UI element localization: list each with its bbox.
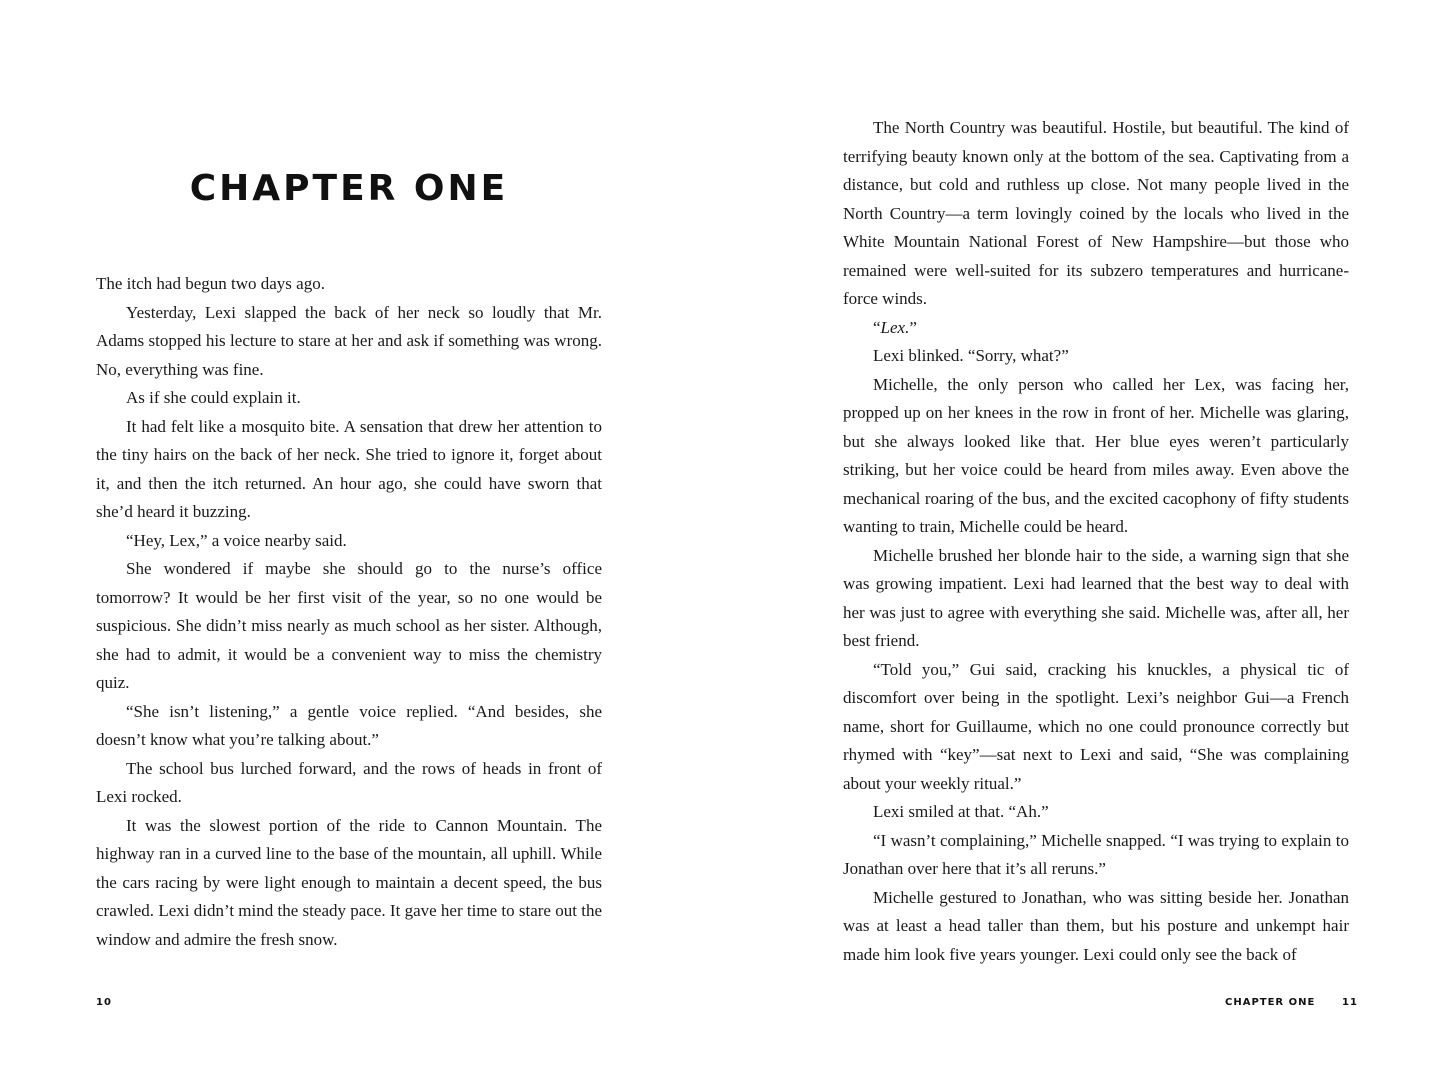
paragraph: “Told you,” Gui said, cracking his knuckles, a physical tic of discomfort over being in the spotlight. Lexi’s neighbor Gui—a French name, short for Guillaume, which no one could pronounce correctly but rhymed with “key”—sat next to Lexi and said, “She was complaining about your weekly ritual.” (843, 659, 1349, 793)
paragraph: The school bus lurched forward, and the rows of heads in front of Lexi rocked. (96, 758, 602, 806)
left-page (0, 0, 722, 1084)
paragraph: Michelle, the only person who called her Lex, was facing her, propped up on her knees in the row in front of her. Michelle was glaring, but she always looked like that. Her blue eyes weren’t particularly striking, but her voice could be heard from miles away. Even above the mechanical roaring of the bus, and the excited cacophony of fifty students wanting to train, Michelle could be heard. (843, 374, 1349, 536)
right-page (722, 0, 1445, 1084)
chapter-title: CHAPTER ONE (189, 168, 509, 209)
paragraph: Yesterday, Lexi slapped the back of her neck so loudly that Mr. Adams stopped his lecture to stare at her and ask if something was wrong. No, everything was fine. (96, 302, 602, 379)
paragraph: The North Country was beautiful. Hostile, but beautiful. The kind of terrifying beauty known only at the bottom of the sea. Captivating from a distance, but cold and ruthless up close. Not many people lived in the North Country—a term lovingly coined by the locals who lived in the White Mountain National Forest of New Hampshire—but those who remained were well-suited for its subzero temperatures and hurricane-force winds. (843, 118, 1349, 308)
page-number-left: 10 (96, 997, 112, 1008)
paragraph: It had felt like a mosquito bite. A sensation that drew her attention to the tiny hairs on the back of her neck. She tried to ignore it, forget about it, and then the itch returned. An hour ago, she could have sworn that she’d heard it buzzing. (96, 416, 602, 521)
paragraph: “I wasn’t complaining,” Michelle snapped. “I was trying to explain to Jonathan over here that it’s all reruns.” (843, 830, 1349, 878)
right-page-body (843, 114, 1349, 969)
left-page-body (96, 270, 602, 954)
paragraph: Michelle brushed her blonde hair to the side, a warning sign that she was growing impatient. Lexi had learned that the best way to deal with her was just to agree with everything she said. Michelle was, after all, her best friend. (843, 545, 1349, 650)
paragraph: The itch had begun two days ago. (96, 274, 325, 293)
paragraph: She wondered if maybe she should go to the nurse’s office tomorrow? It would be her first visit of the year, so no one would be suspicious. She didn’t miss nearly as much school as her sister. Although, she had to admit, it would be a convenient way to miss the chemistry quiz. (96, 559, 602, 692)
page-number-right: 11 (1342, 997, 1358, 1008)
paragraph: Lexi smiled at that. “Ah.” (873, 802, 1049, 821)
paragraph: “Hey, Lex,” a voice nearby said. (126, 530, 347, 550)
paragraph: Michelle gestured to Jonathan, who was sitting beside her. Jonathan was at least a head taller than them, but his posture and unkempt hair made him look five years younger. Lexi could only see the back of (843, 887, 1349, 964)
paragraph: Lexi blinked. “Sorry, what?” (873, 346, 1069, 365)
running-head: CHAPTER ONE (1225, 997, 1316, 1008)
paragraph: As if she could explain it. (126, 388, 301, 407)
italic-word: Lex. (880, 317, 910, 337)
paragraph: “She isn’t listening,” a gentle voice replied. “And besides, she doesn’t know what you’re talking about.” (96, 701, 602, 749)
paragraph: It was the slowest portion of the ride to Cannon Mountain. The highway ran in a curved line to the base of the mountain, all uphill. While the cars racing by were light enough to maintain a decent speed, the bus crawled. Lexi didn’t mind the steady pace. It gave her time to stare out the window and admire the fresh snow. (96, 815, 602, 949)
paragraph-italic: “Lex.” (873, 317, 917, 337)
